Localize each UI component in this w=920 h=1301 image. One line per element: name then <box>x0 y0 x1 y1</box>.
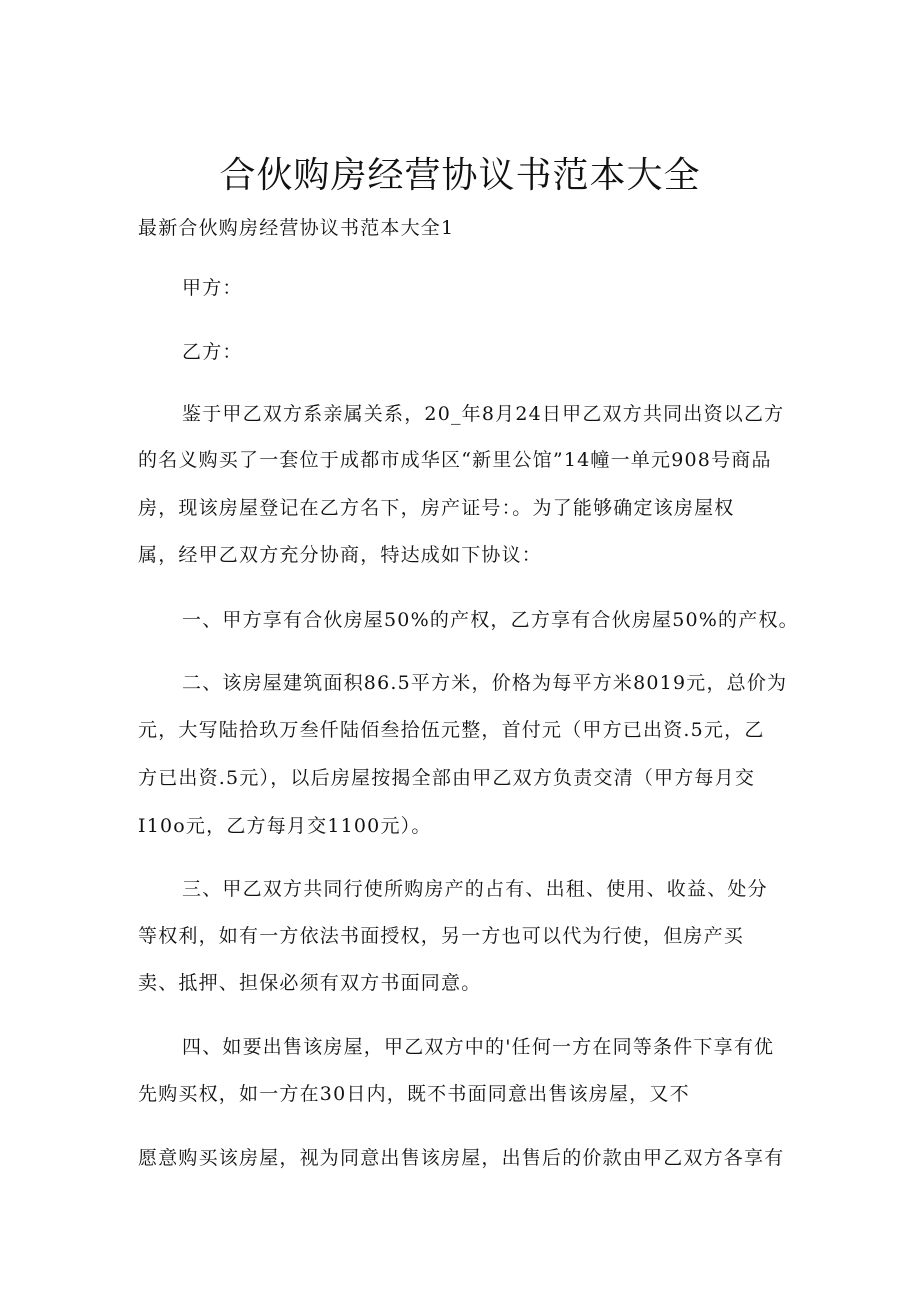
para1-line-3: 房，现该房屋登记在乙方名下，房产证号：。为了能够确定该房屋权 <box>138 497 735 519</box>
para5-line-3: 愿意购买该房屋，视为同意出售该房屋，出售后的价款由甲乙双方各享有 <box>138 1147 785 1169</box>
para3-line-4: I10o元，乙方每月交1100元）。 <box>138 815 432 837</box>
para1-line-2: 的名义购买了一套位于成都市成华区“新里公馆”14幢一单元908号商品 <box>138 449 772 471</box>
para5-line-2: 先购买权，如一方在30日内，既不书面同意出售该房屋，又不 <box>138 1083 690 1105</box>
document-title: 合伙购房经营协议书范本大全 <box>219 155 701 196</box>
party-a-label: 甲方： <box>182 277 243 299</box>
para1-line-4: 属，经甲乙双方充分协商，特达成如下协议： <box>138 544 543 566</box>
party-b-label: 乙方： <box>182 341 243 363</box>
para1-line-1: 鉴于甲乙双方系亲属关系，20_年8月24日甲乙双方共同出资以乙方 <box>182 403 785 425</box>
para3-line-3: 方已出资.5元），以后房屋按揭全部由甲乙双方负责交清（甲方每月交 <box>138 767 756 789</box>
para4-line-2: 等权利，如有一方依法书面授权，另一方也可以代为行使，但房产买 <box>138 925 745 947</box>
para4-line-1: 三、甲乙双方共同行使所购房产的占有、出租、使用、收益、处分 <box>182 878 768 900</box>
para5-line-1: 四、如要出售该房屋，甲乙双方中的'任何一方在同等条件下享有优 <box>182 1036 775 1058</box>
para2-line-1: 一、甲方享有合伙房屋50%的产权，乙方享有合伙房屋50%的产权。 <box>182 609 799 631</box>
para4-line-3: 卖、抵押、担保必须有双方书面同意。 <box>138 972 482 994</box>
para3-line-1: 二、该房屋建筑面积86.5平方米，价格为每平方米8019元，总价为 <box>182 672 788 694</box>
document-subtitle: 最新合伙购房经营协议书范本大全1 <box>138 217 455 239</box>
para3-line-2: 元，大写陆拾玖万叁仟陆佰叁拾伍元整，首付元（甲方已出资.5元，乙 <box>138 719 765 741</box>
